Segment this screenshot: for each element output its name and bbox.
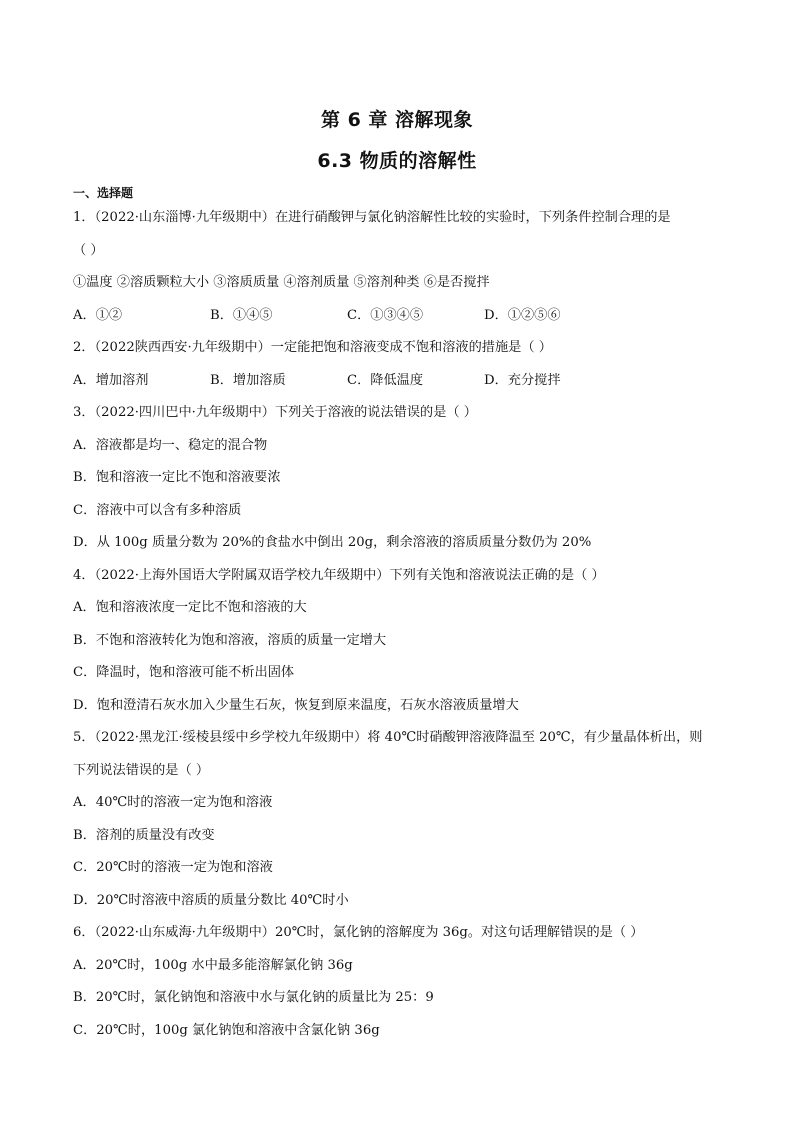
question-1-conditions: ①温度 ②溶质颗粒大小 ③溶质质量 ④溶剂质量 ⑤溶剂种类 ⑥是否搅拌 [73,275,490,290]
section-title: 6.3 物质的溶解性 [317,150,477,172]
question-5-option-a: A．40℃时的溶液一定为饱和溶液 [73,795,273,810]
question-6-option-b: B．20℃时，氯化钠饱和溶液中水与氯化钠的质量比为 25：9 [73,990,434,1005]
question-5-stem-cont: 下列说法错误的是（ ） [73,762,210,778]
question-4-option-d: D．饱和澄清石灰水加入少量生石灰，恢复到原来温度，石灰水溶液质量增大 [73,697,519,713]
option-c: C．降低温度 [347,372,424,388]
question-3-stem: 3．（2022·四川巴中·九年级期中）下列关于溶液的说法错误的是（ ） [73,405,477,420]
question-3-option-c: C．溶液中可以含有多种溶质 [73,502,242,518]
question-1-stem: 1．（2022·山东淄博·九年级期中）在进行硝酸钾与氯化钠溶解性比较的实验时，下列条件控制合理的是 [73,210,671,225]
question-5-stem: 5．（2022·黑龙江·绥棱县绥中乡学校九年级期中）将 40℃时硝酸钾溶液降温至 20℃，有少量晶体析出，则 [73,730,703,745]
option-b: B．①④⑤ [210,307,273,323]
option-a: A．增加溶剂 [73,372,149,388]
question-list [73,206,733,1051]
option-d: D．充分搅拌 [484,372,561,388]
question-2-options [73,369,733,402]
question-6-stem: 6．（2022·山东威海·九年级期中）20℃时，氯化钠的溶解度为 36g。对这句话理解错误的是（ ） [73,925,644,940]
option-c: C．①③④⑤ [347,307,424,323]
question-6-option-a: A．20℃时，100g 水中最多能溶解氯化钠 36g [73,957,353,973]
question-4-option-c: C．降温时，饱和溶液可能不析出固体 [73,665,295,680]
question-6-option-c: C．20℃时，100g 氯化钠饱和溶液中含氯化钠 36g [73,1022,380,1038]
question-5-option-c: C．20℃时的溶液一定为饱和溶液 [73,860,273,875]
question-2-stem: 2．（2022陕西西安·九年级期中）一定能把饱和溶液变成不饱和溶液的措施是（ ） [73,340,552,355]
question-4-stem: 4．（2022·上海外国语大学附属双语学校九年级期中）下列有关饱和溶液说法正确的是（ ） [73,567,605,583]
part-heading: 一、选择题 [73,186,134,200]
option-d: D．①②⑤⑥ [484,307,561,323]
question-5-option-b: B．溶剂的质量没有改变 [73,827,215,843]
question-3-option-d: D．从 100g 质量分数为 20%的食盐水中倒出 20g，剩余溶液的溶质质量分数仍为 20% [73,535,592,550]
question-4-option-b: B．不饱和溶液转化为饱和溶液，溶质的质量一定增大 [73,632,387,648]
option-b: B．增加溶质 [210,372,286,388]
question-3-option-b: B．饱和溶液一定比不饱和溶液要浓 [73,470,281,485]
question-1-bracket: （ ） [73,242,104,258]
question-1-options [73,304,733,337]
option-a: A．①② [73,307,123,323]
question-5-option-d: D．20℃时溶液中溶质的质量分数比 40℃时小 [73,892,349,908]
chapter-title: 第 6 章 溶解现象 [320,109,474,131]
question-4-option-a: A．饱和溶液浓度一定比不饱和溶液的大 [73,600,307,615]
question-3-option-a: A．溶液都是均一、稳定的混合物 [73,437,268,453]
